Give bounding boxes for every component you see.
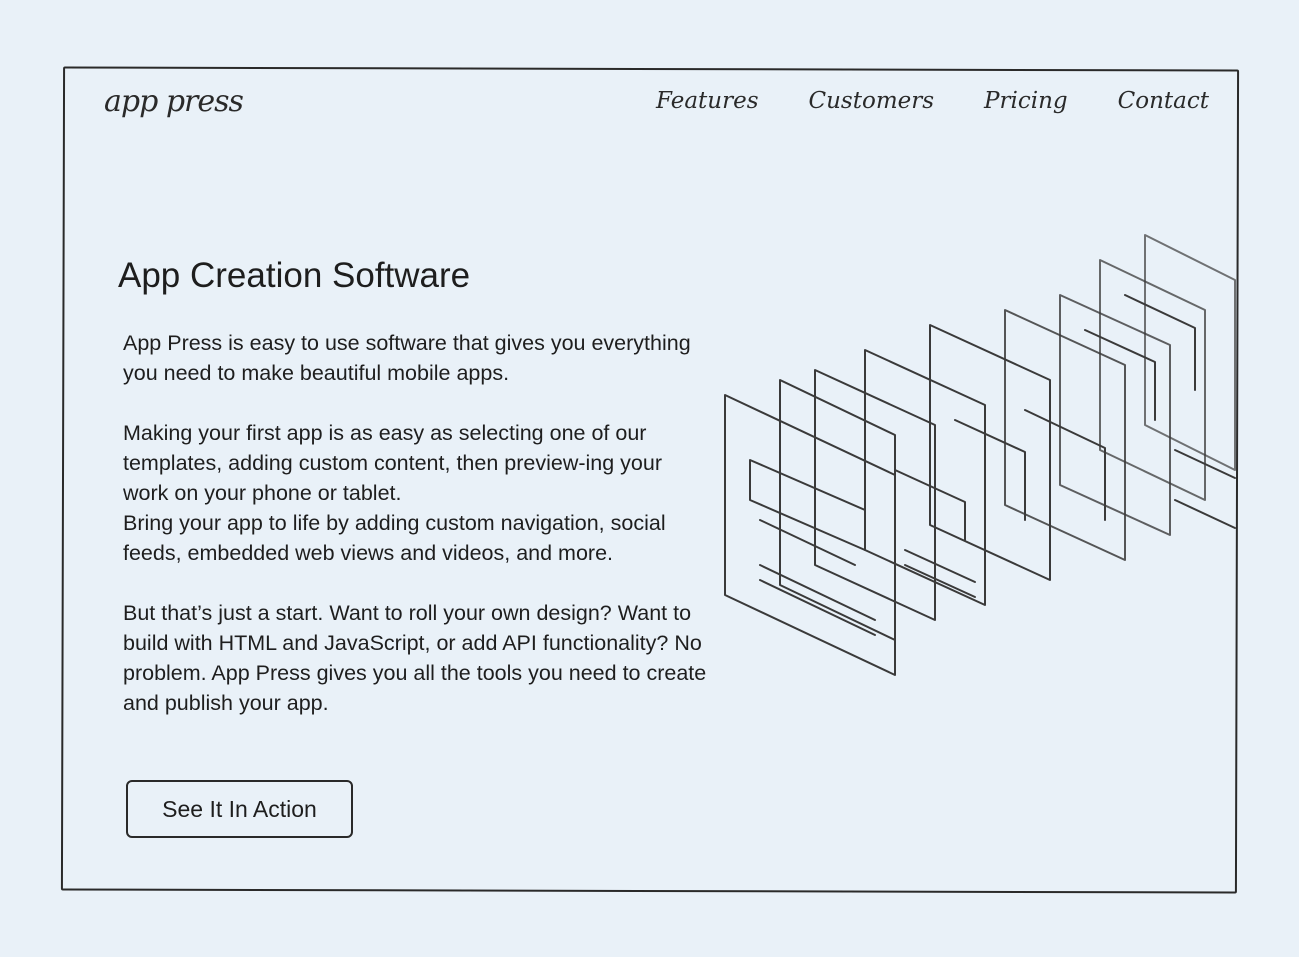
app-logo[interactable]: app press: [104, 84, 243, 119]
paragraph-intro: App Press is easy to use software that gives you everything you need to make beautiful mobile apps.: [123, 331, 691, 385]
page-title: App Creation Software: [118, 256, 471, 295]
paragraph-features: Bring your app to life by adding custom navigation, social feeds, embedded web views and videos, and more.: [123, 511, 666, 565]
nav-pricing[interactable]: Pricing: [984, 88, 1068, 114]
top-nav: [656, 88, 1209, 114]
nav-customers[interactable]: Customers: [808, 88, 935, 114]
nav-features[interactable]: Features: [656, 88, 759, 114]
paragraph-advanced: But that’s just a start. Want to roll your own design? Want to build with HTML and JavaScript, or add API functionality? No problem. App Press gives you all the tools you need to create and publish your app.: [123, 601, 707, 715]
hero-description: [123, 328, 708, 718]
nav-contact[interactable]: Contact: [1117, 88, 1209, 114]
paragraph-templates: Making your first app is as easy as selecting one of our templates, adding custom content, then preview-ing your work on your phone or tablet.: [123, 421, 662, 505]
app-screens-sketch-icon: [705, 220, 1240, 690]
see-it-in-action-button[interactable]: See It In Action: [126, 780, 353, 838]
